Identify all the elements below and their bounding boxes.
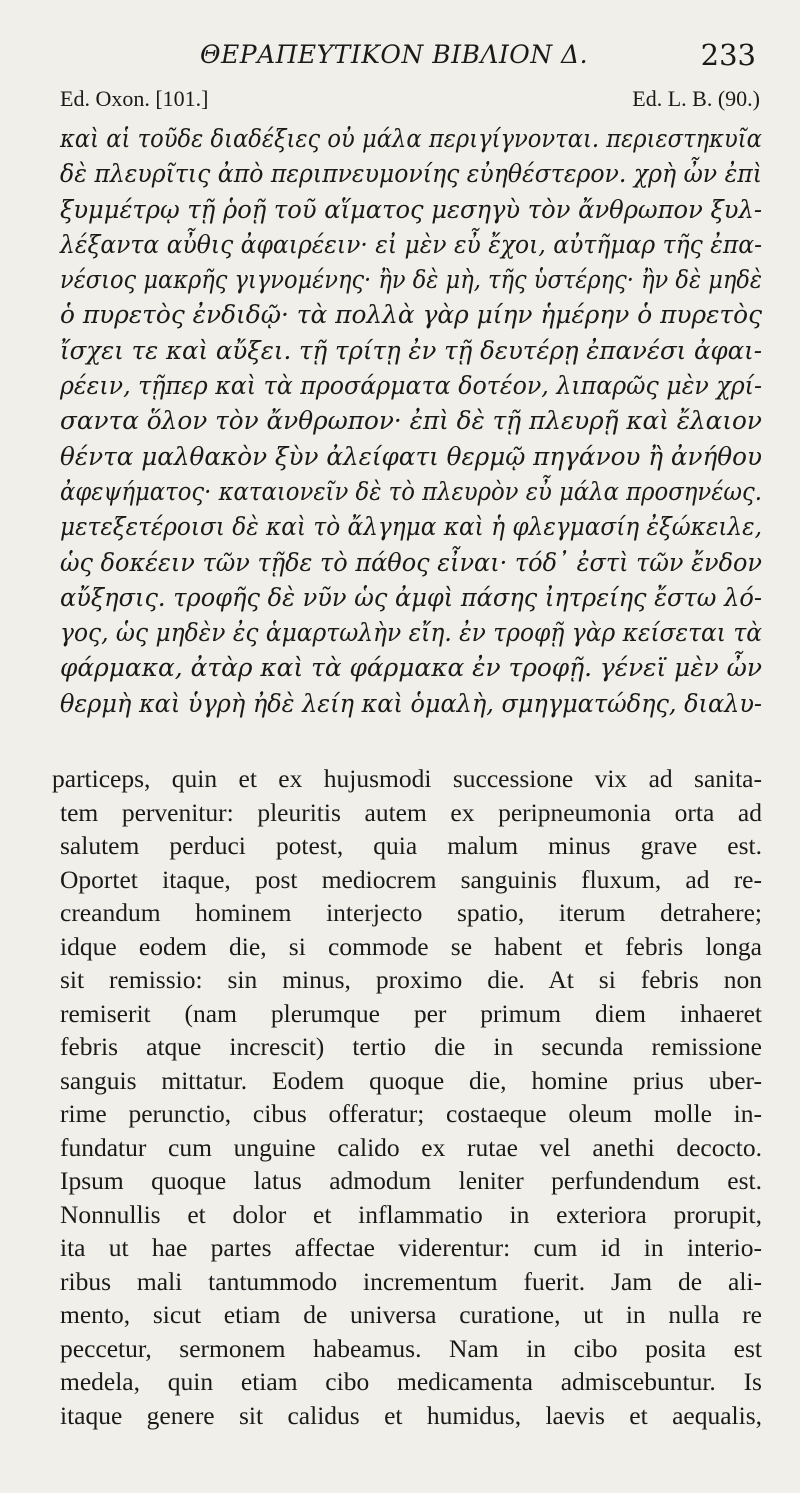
latin-line: salutem perduci potest, quia malum minus grave est. — [60, 831, 762, 860]
greek-text-block — [60, 122, 762, 722]
greek-line: ὡς δοκέειν τῶν τῇδε τὸ πάθος εἶναι· τόδ᾽ ἐστὶ τῶν ἔνδον — [60, 547, 763, 578]
greek-line: φάρμακα, ἀτὰρ καὶ τὰ φάρμακα ἐν τροφῇ. γένεϊ μὲν ὦν — [60, 653, 762, 684]
latin-line: rime perunctio, cibus offeratur; costaeque oleum molle in- — [60, 1099, 762, 1128]
latin-line: peccetur, sermonem habeamus. Nam in cibo posita est — [60, 1333, 762, 1363]
latin-line: creandum hominem interjecto spatio, iterum detrahere; — [60, 898, 762, 927]
page-header — [0, 34, 800, 74]
greek-line: ἴσχει τε καὶ αὔξει. τῇ τρίτῃ ἐν τῇ δευτέρῃ ἐπανέσι ἀφαι- — [60, 335, 763, 366]
greek-line: σαντα ὅλον τὸν ἄνθρωπον· ἐπὶ δὲ τῇ πλευρῇ καὶ ἔλαιον — [60, 406, 762, 437]
latin-line: particeps, quin et ex hujusmodi successione vix ad sanita- — [52, 764, 762, 793]
latin-line: Oportet itaque, post mediocrem sanguinis fluxum, ad re- — [60, 864, 762, 894]
greek-line: μετεξετέροισι δὲ καὶ τὸ ἄλγημα καὶ ἡ φλεγμασίη ἐξώκειλε, — [60, 512, 762, 543]
page-number: 233 — [700, 38, 756, 72]
latin-line: Ipsum quoque latus admodum leniter perfundendum est. — [60, 1166, 762, 1195]
greek-line: ὁ πυρετὸς ἐνδιδῷ· τὰ πολλὰ γὰρ μίην ἡμέρην ὁ πυρετὸς — [60, 300, 763, 331]
greek-line: γος, ὡς μηδὲν ἐς ἁμαρτωλὴν εἴη. ἐν τροφῇ γὰρ κείσεται τὰ — [60, 618, 763, 649]
greek-line: ἀφεψήματος· καταιονεῖν δὲ τὸ πλευρὸν εὖ μάλα προσηνέως. — [60, 476, 762, 507]
latin-line: tem pervenitur: pleuritis autem ex peripneumonia orta ad — [60, 797, 762, 827]
greek-line: ρέειν, τῇπερ καὶ τὰ προσάρματα δοτέον, λιπαρῶς μὲν χρί- — [60, 371, 762, 402]
latin-line: sanguis mittatur. Eodem quoque die, homine prius uber- — [60, 1065, 762, 1095]
running-title: ΘΕΡΑΠΕΥΤΙΚΟΝ ΒΙΒΛΙΟΝ Δ. — [200, 40, 589, 69]
latin-line: febris atque increscit) tertio die in secunda remissione — [60, 1032, 762, 1061]
greek-line: αὔξησις. τροφῆς δὲ νῦν ὡς ἀμφὶ πάσης ἰητρείης ἔστω λό- — [60, 582, 762, 613]
latin-line: Nonnullis et dolor et inflammatio in exteriora prorupit, — [60, 1199, 762, 1229]
greek-line: δὲ πλευρῖτις ἀπὸ περιπνευμονίης εὐηθέστερον. χρὴ ὦν ἐπὶ — [60, 159, 762, 190]
latin-line: remiserit (nam plerumque per primum diem inhaeret — [60, 998, 762, 1028]
latin-line: fundatur cum unguine calido ex rutae vel anethi decocto. — [60, 1132, 762, 1162]
latin-line: ita ut hae partes affectae viderentur: cum id in interio- — [60, 1233, 762, 1262]
edition-ref-oxford: Ed. Oxon. [101.] — [60, 86, 209, 111]
greek-line: καὶ αἱ τοῦδε διαδέξιες οὐ μάλα περιγίγνονται. περιεστηκυῖα — [60, 124, 762, 154]
latin-line: ribus mali tantummodo incrementum fuerit. Jam de ali- — [60, 1266, 762, 1296]
latin-line: itaque genere sit calidus et humidus, laevis et aequalis, — [60, 1400, 762, 1430]
greek-line: νέσιος μακρῆς γιγνομένης· ἢν δὲ μὴ, τῆς ὑστέρης· ἢν δὲ μηδὲ — [60, 265, 763, 296]
greek-line: ξυμμέτρῳ τῇ ῥοῇ τοῦ αἵματος μεσηγὺ τὸν ἄνθρωπον ξυλ- — [60, 194, 763, 225]
latin-translation-block — [52, 762, 762, 1432]
latin-line: sit remissio: sin minus, proximo die. At si febris non — [60, 965, 762, 994]
greek-line: θερμὴ καὶ ὑγρὴ ἠδὲ λείη καὶ ὁμαλὴ, σμηγματώδης, διαλυ- — [60, 688, 762, 719]
latin-line: mento, sicut etiam de universa curatione, ut in nulla re — [60, 1300, 762, 1329]
greek-line: λέξαντα αὖθις ἀφαιρέειν· εἰ μὲν εὖ ἔχοι, αὐτῆμαρ τῆς ἐπα- — [60, 229, 763, 260]
greek-line: θέντα μαλθακὸν ξὺν ἀλείφατι θερμῷ πηγάνου ἢ ἀνήθου — [60, 441, 763, 472]
latin-line: idque eodem die, si commode se habent et febris longa — [60, 931, 762, 961]
edition-ref-lb: Ed. L. B. (90.) — [632, 86, 760, 111]
latin-line: medela, quin etiam cibo medicamenta admiscebuntur. Is — [60, 1367, 762, 1396]
